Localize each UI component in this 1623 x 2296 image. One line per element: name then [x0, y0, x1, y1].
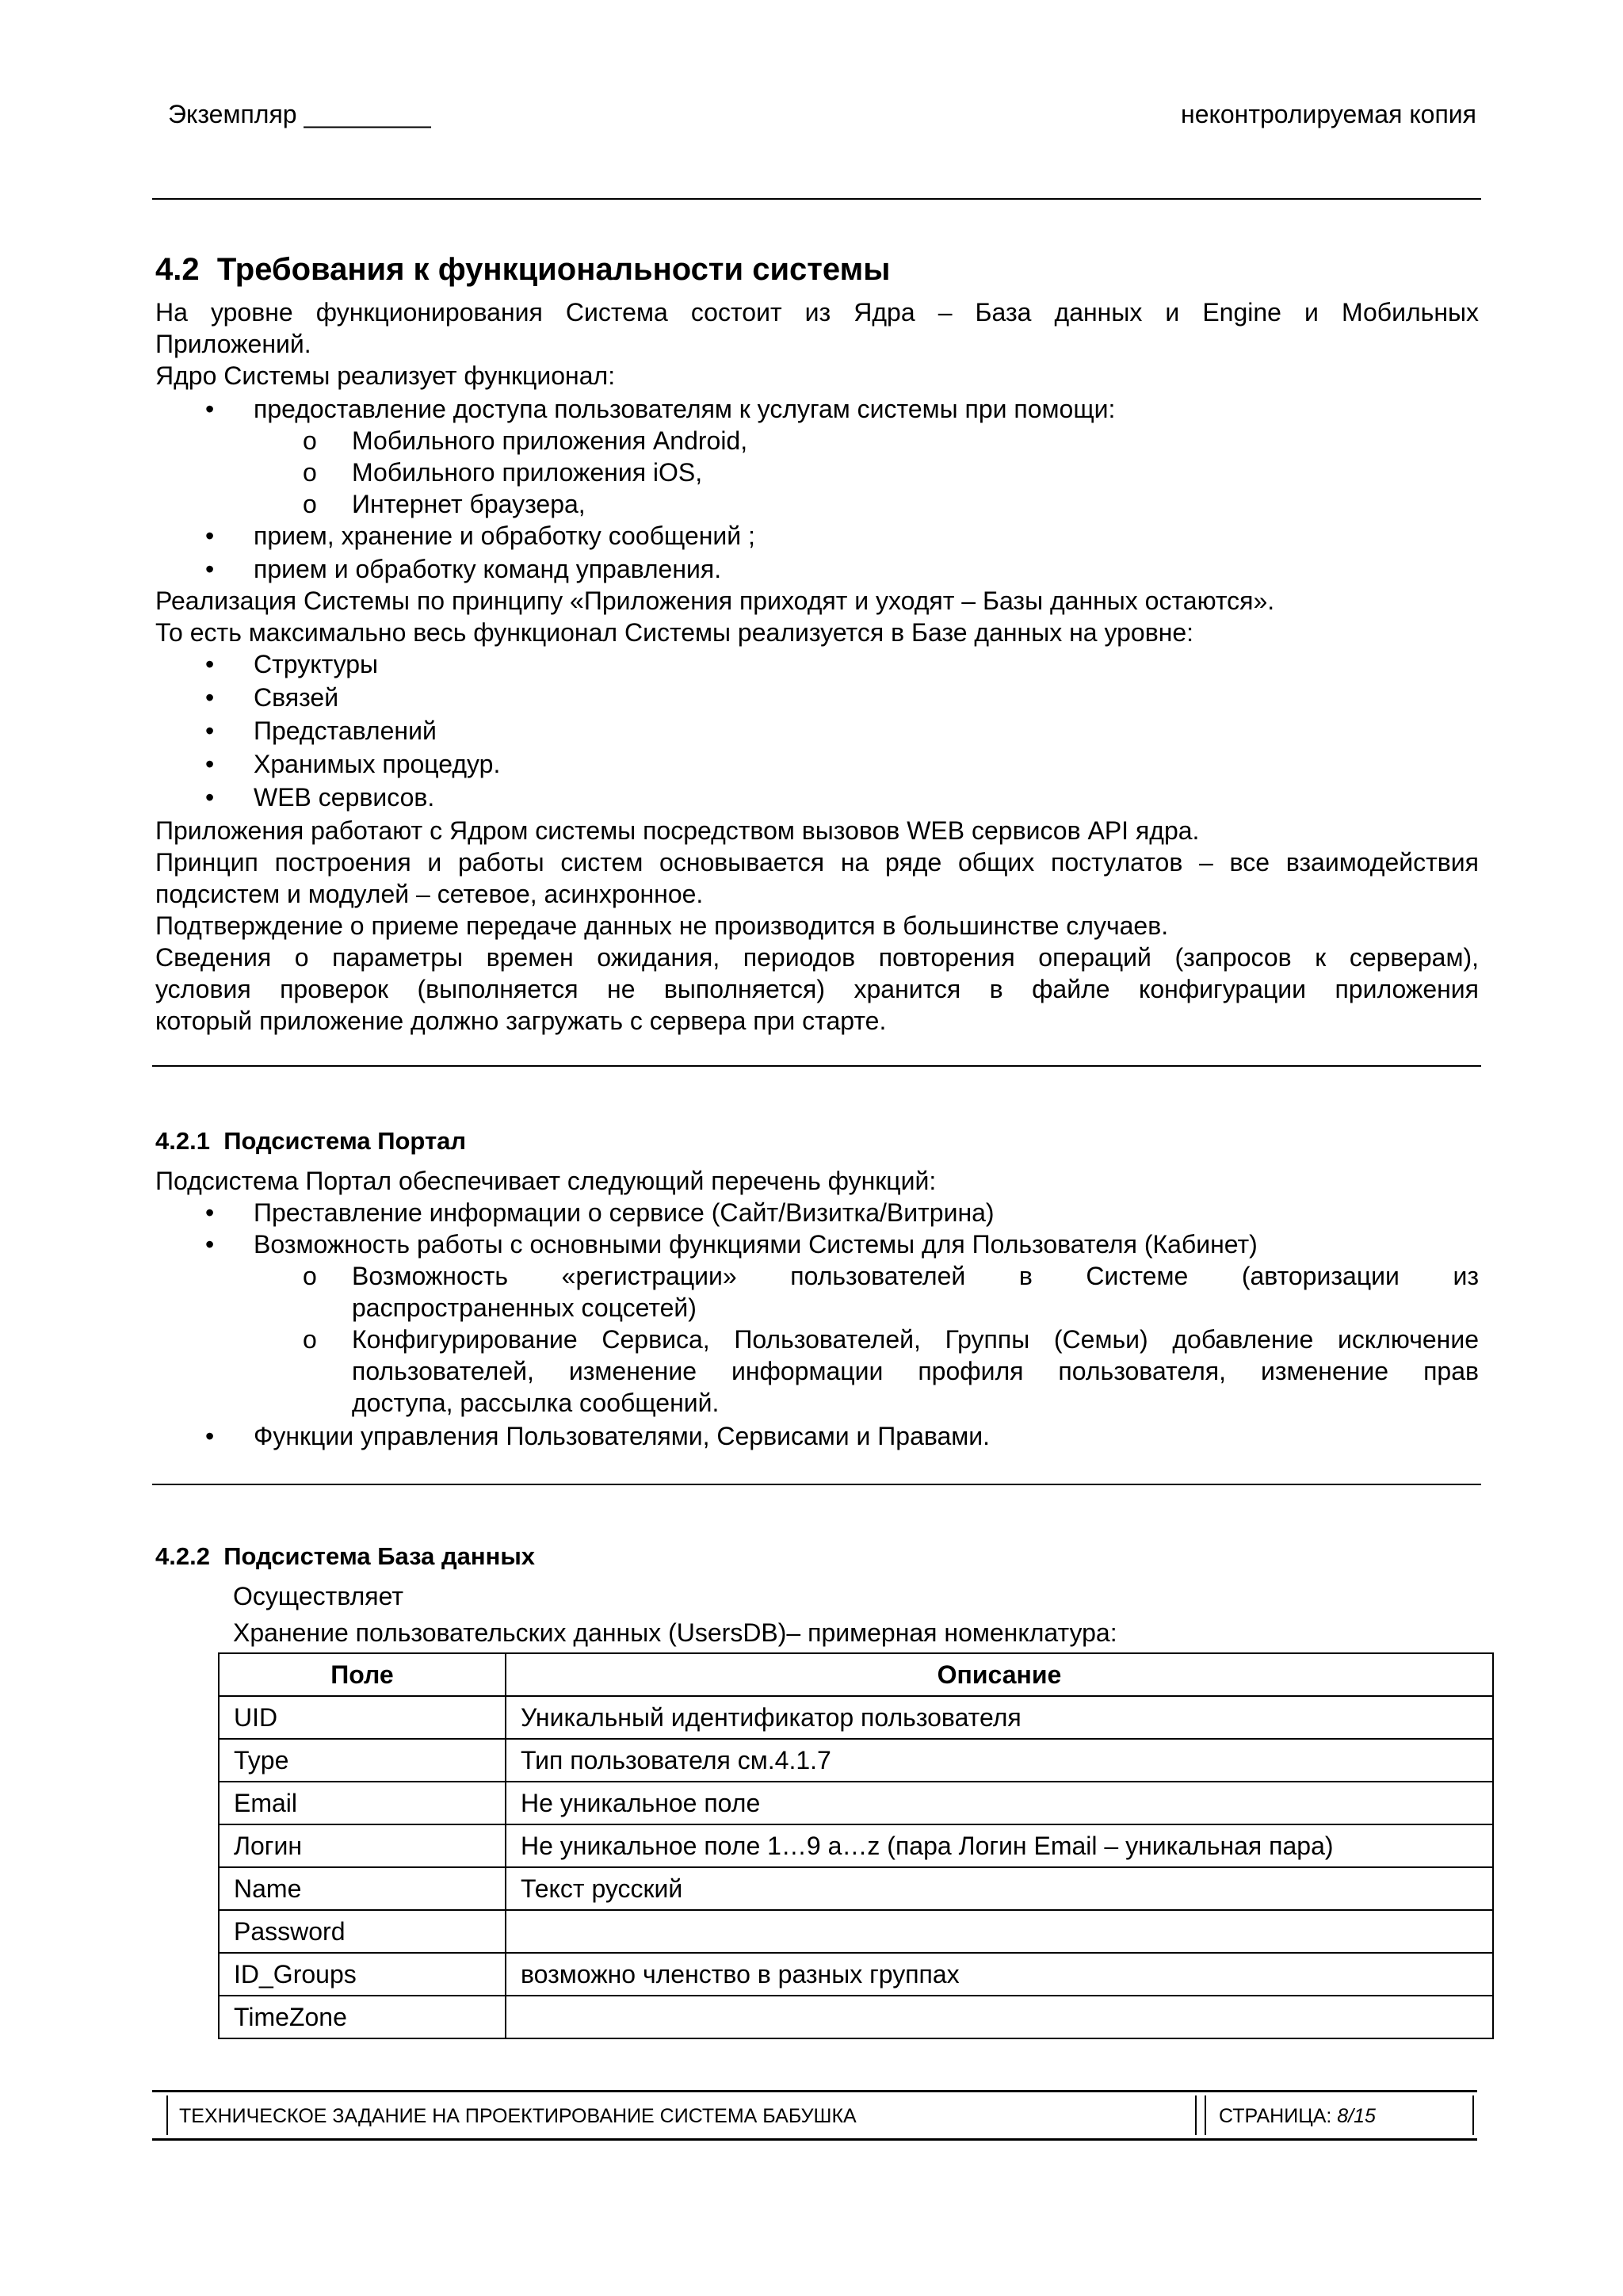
bullet-icon: • — [205, 650, 215, 678]
access-browser: Интернет браузера, — [352, 490, 586, 518]
portal-title: Подсистема Портал — [223, 1127, 467, 1155]
core-bullet-commands: прием и обработку команд управления. — [254, 555, 722, 583]
page-footer — [152, 2090, 1477, 2141]
database-heading — [155, 1541, 535, 1572]
circle-bullet-icon: o — [303, 458, 317, 487]
table-row — [219, 1910, 1493, 1953]
section-title: Требования к функциональности системы — [216, 252, 891, 287]
uncontrolled-copy-label: неконтролируемая копия — [1181, 100, 1476, 128]
table-row — [219, 1782, 1493, 1824]
bullet-icon: • — [205, 1198, 215, 1227]
bullet-icon: • — [205, 521, 215, 550]
paragraph-config-line-2: условия проверок (выполняется не выполняется) хранится в файле конфигурации приложения — [155, 975, 1479, 1003]
field-cell: UID — [219, 1696, 506, 1739]
bullet-icon: • — [205, 783, 215, 812]
description-cell: Тип пользователя см.4.1.7 — [506, 1739, 1493, 1782]
paragraph-config-line-3: который приложение должно загружать с сервера при старте. — [155, 1007, 887, 1035]
field-cell: Name — [219, 1867, 506, 1910]
portal-divider — [152, 1484, 1481, 1485]
circle-bullet-icon: o — [303, 426, 317, 455]
level-item: Хранимых процедур. — [254, 750, 501, 778]
field-cell: Логин — [219, 1824, 506, 1867]
level-item: Связей — [254, 683, 339, 712]
bullet-icon: • — [205, 683, 215, 712]
table-row — [219, 1996, 1493, 2038]
table-row — [219, 1953, 1493, 1996]
portal-bullet-info: Преставление информации о сервисе (Сайт/Визитка/Витрина) — [254, 1198, 995, 1227]
level-item: WEB сервисов. — [254, 783, 435, 812]
bullet-icon: • — [205, 750, 215, 778]
core-intro: Ядро Системы реализует функционал: — [155, 361, 616, 390]
intro-line-1: На уровне функционирования Система состоит из Ядра – База данных и Engine и Мобильных — [155, 298, 1479, 327]
footer-document-title — [166, 2095, 1197, 2135]
paragraph-api: Приложения работают с Ядром системы посредством вызовов WEB сервисов API ядра. — [155, 816, 1200, 845]
intro-line-2: Приложений. — [155, 330, 311, 358]
bullet-icon: • — [205, 716, 215, 745]
footer-page-indicator — [1205, 2095, 1474, 2135]
bullet-icon: • — [205, 1422, 215, 1450]
database-line-1: Осуществляет — [233, 1582, 403, 1610]
description-cell: Уникальный идентификатор пользователя — [506, 1696, 1493, 1739]
table-row — [219, 1696, 1493, 1739]
page-label: СТРАНИЦА: — [1219, 2105, 1338, 2127]
database-title: Подсистема База данных — [223, 1542, 536, 1570]
portal-intro: Подсистема Портал обеспечивает следующий перечень функций: — [155, 1167, 937, 1195]
portal-heading — [155, 1125, 466, 1157]
description-cell: возможно членство в разных группах — [506, 1953, 1493, 1996]
portal-sub-config-line-1: Конфигурирование Сервиса, Пользователей, Группы (Семьи) добавление исключение — [352, 1325, 1479, 1354]
database-number: 4.2.2 — [155, 1542, 210, 1570]
section-heading — [155, 250, 890, 288]
principle-text: Реализация Системы по принципу «Приложения приходят и уходят – Базы данных остаются». — [155, 586, 1275, 615]
description-cell: Не уникальное поле — [506, 1782, 1493, 1824]
access-ios: Мобильного приложения iOS, — [352, 458, 703, 487]
description-cell — [506, 1996, 1493, 2038]
description-cell — [506, 1910, 1493, 1953]
paragraph-principle-line-2: подсистем и модулей – сетевое, асинхронное. — [155, 880, 704, 908]
circle-bullet-icon: o — [303, 1325, 317, 1354]
table-row — [219, 1739, 1493, 1782]
portal-bullet-management: Функции управления Пользователями, Сервисами и Правами. — [254, 1422, 991, 1450]
column-header-field: Поле — [219, 1653, 506, 1696]
level-item: Представлений — [254, 716, 437, 745]
copy-label: Экземпляр _________ — [168, 100, 431, 128]
description-cell: Не уникальное поле 1…9 a…z (пара Логин Email – уникальная пара) — [506, 1824, 1493, 1867]
column-header-description: Описание — [506, 1653, 1493, 1696]
level-item: Структуры — [254, 650, 379, 678]
field-cell: Password — [219, 1910, 506, 1953]
paragraph-principle-line-1: Принцип построения и работы систем основывается на ряде общих постулатов – все взаимодействия — [155, 848, 1479, 877]
bullet-icon: • — [205, 1230, 215, 1259]
table-header-row — [219, 1653, 1493, 1696]
bullet-icon: • — [205, 555, 215, 583]
core-bullet-messages: прием, хранение и обработку сообщений ; — [254, 521, 755, 550]
database-line-2: Хранение пользовательских данных (UsersDB)– примерная номенклатура: — [233, 1618, 1117, 1647]
field-cell: TimeZone — [219, 1996, 506, 2038]
footer-title-text: ТЕХНИЧЕСКОЕ ЗАДАНИЕ НА ПРОЕКТИРОВАНИЕ СИСТЕМА БАБУШКА — [179, 2105, 857, 2127]
field-cell: ID_Groups — [219, 1953, 506, 1996]
paragraph-config-line-1: Сведения о параметры времен ожидания, периодов повторения операций (запросов к серверам), — [155, 943, 1479, 972]
description-cell: Текст русский — [506, 1867, 1493, 1910]
portal-number: 4.2.1 — [155, 1127, 210, 1155]
table-row — [219, 1824, 1493, 1867]
circle-bullet-icon: o — [303, 490, 317, 518]
portal-sub-registration-line-2: распространенных соцсетей) — [352, 1293, 697, 1322]
page-number: 8/15 — [1337, 2105, 1376, 2127]
bullet-icon: • — [205, 395, 215, 423]
header-divider — [152, 198, 1481, 200]
section-divider — [152, 1065, 1481, 1067]
field-cell: Email — [219, 1782, 506, 1824]
portal-sub-config-line-3: доступа, рассылка сообщений. — [352, 1389, 720, 1417]
portal-sub-registration-line-1: Возможность «регистрации» пользователей в Системе (авторизации из — [352, 1262, 1479, 1290]
field-cell: Type — [219, 1739, 506, 1782]
circle-bullet-icon: o — [303, 1262, 317, 1290]
access-android: Мобильного приложения Android, — [352, 426, 748, 455]
db-level-text: То есть максимально весь функционал Системы реализуется в Базе данных на уровне: — [155, 618, 1194, 647]
portal-bullet-cabinet: Возможность работы с основными функциями Системы для Пользователя (Кабинет) — [254, 1230, 1258, 1259]
section-number: 4.2 — [155, 252, 200, 287]
table-row — [219, 1867, 1493, 1910]
users-db-table — [218, 1652, 1494, 2039]
paragraph-confirmation: Подтверждение о приеме передаче данных не производится в большинстве случаев. — [155, 911, 1169, 940]
core-bullet-access: предоставление доступа пользователям к услугам системы при помощи: — [254, 395, 1116, 423]
portal-sub-config-line-2: пользователей, изменение информации профиля пользователя, изменение прав — [352, 1357, 1479, 1385]
